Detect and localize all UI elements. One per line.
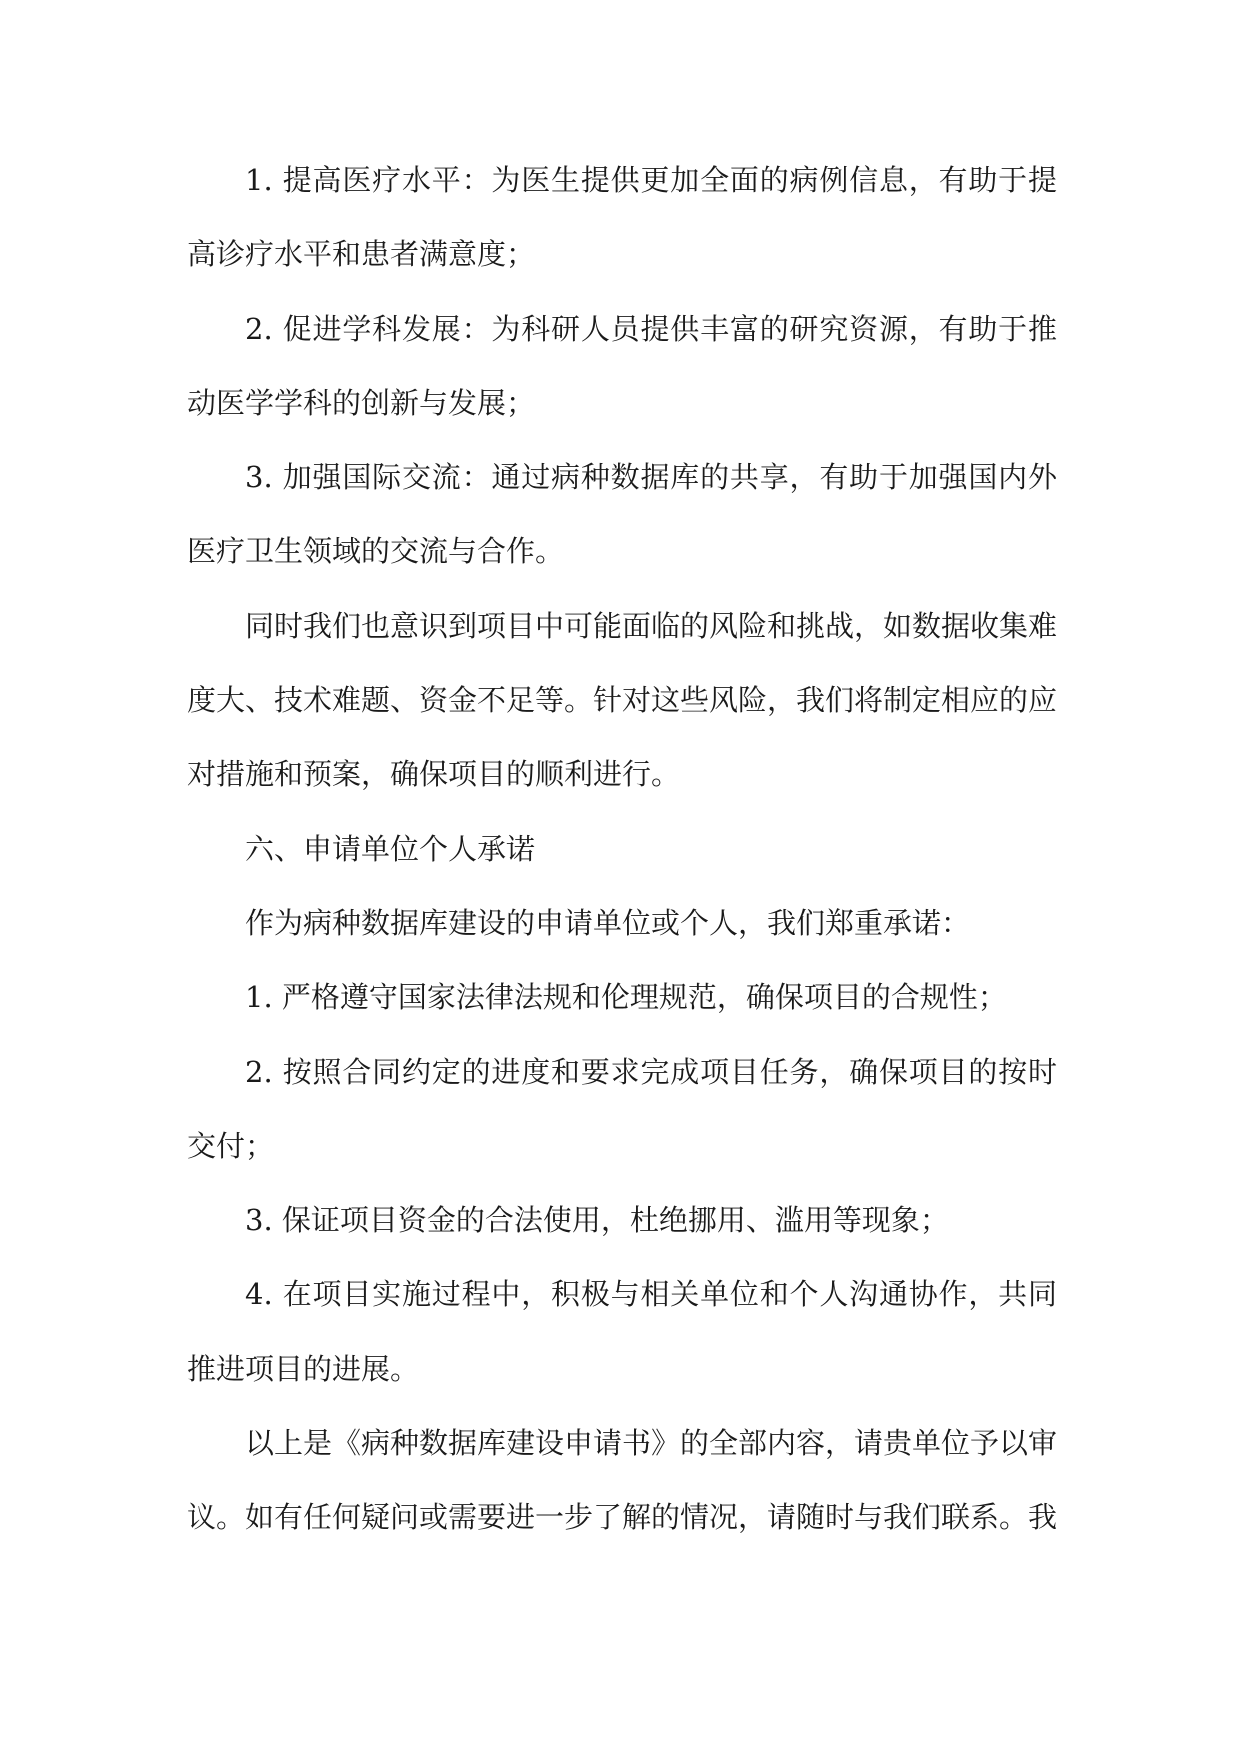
commitment-item-3: 3. 保证项目资金的合法使用，杜绝挪用、滥用等现象； [245,1203,949,1238]
list-item-international-exchange: 3. 加强国际交流：通过病种数据库的共享，有助于加强国内外医疗卫生领域的交流与合作。 [187,460,1057,569]
closing-paragraph: 以上是《病种数据库建设申请书》的全部内容，请贵单位予以审议。如有任何疑问或需要进一步了解的情况，请随时与我们联系。我 [187,1426,1058,1535]
list-item-improve-medical-level: 1. 提高医疗水平：为医生提供更加全面的病例信息，有助于提高诊疗水平和患者满意度； [187,163,1057,272]
risk-paragraph: 同时我们也意识到项目中可能面临的风险和挑战，如数据收集难度大、技术难题、资金不足等。针对这些风险，我们将制定相应的应对措施和预案，确保项目的顺利进行。 [187,608,1058,792]
commitment-intro: 作为病种数据库建设的申请单位或个人，我们郑重承诺： [245,905,971,940]
commitment-item-4: 4. 在项目实施过程中，积极与相关单位和个人沟通协作，共同推进项目的进展。 [187,1277,1057,1386]
commitment-item-1: 1. 严格遵守国家法律法规和伦理规范，确保项目的合规性； [245,980,1007,1015]
list-item-promote-discipline: 2. 促进学科发展：为科研人员提供丰富的研究资源，有助于推动医学学科的创新与发展； [187,311,1057,420]
commitment-item-2: 2. 按照合同约定的进度和要求完成项目任务，确保项目的按时交付； [187,1054,1057,1163]
document-body [187,143,1057,1555]
section-heading: 六、申请单位个人承诺 [245,831,536,866]
